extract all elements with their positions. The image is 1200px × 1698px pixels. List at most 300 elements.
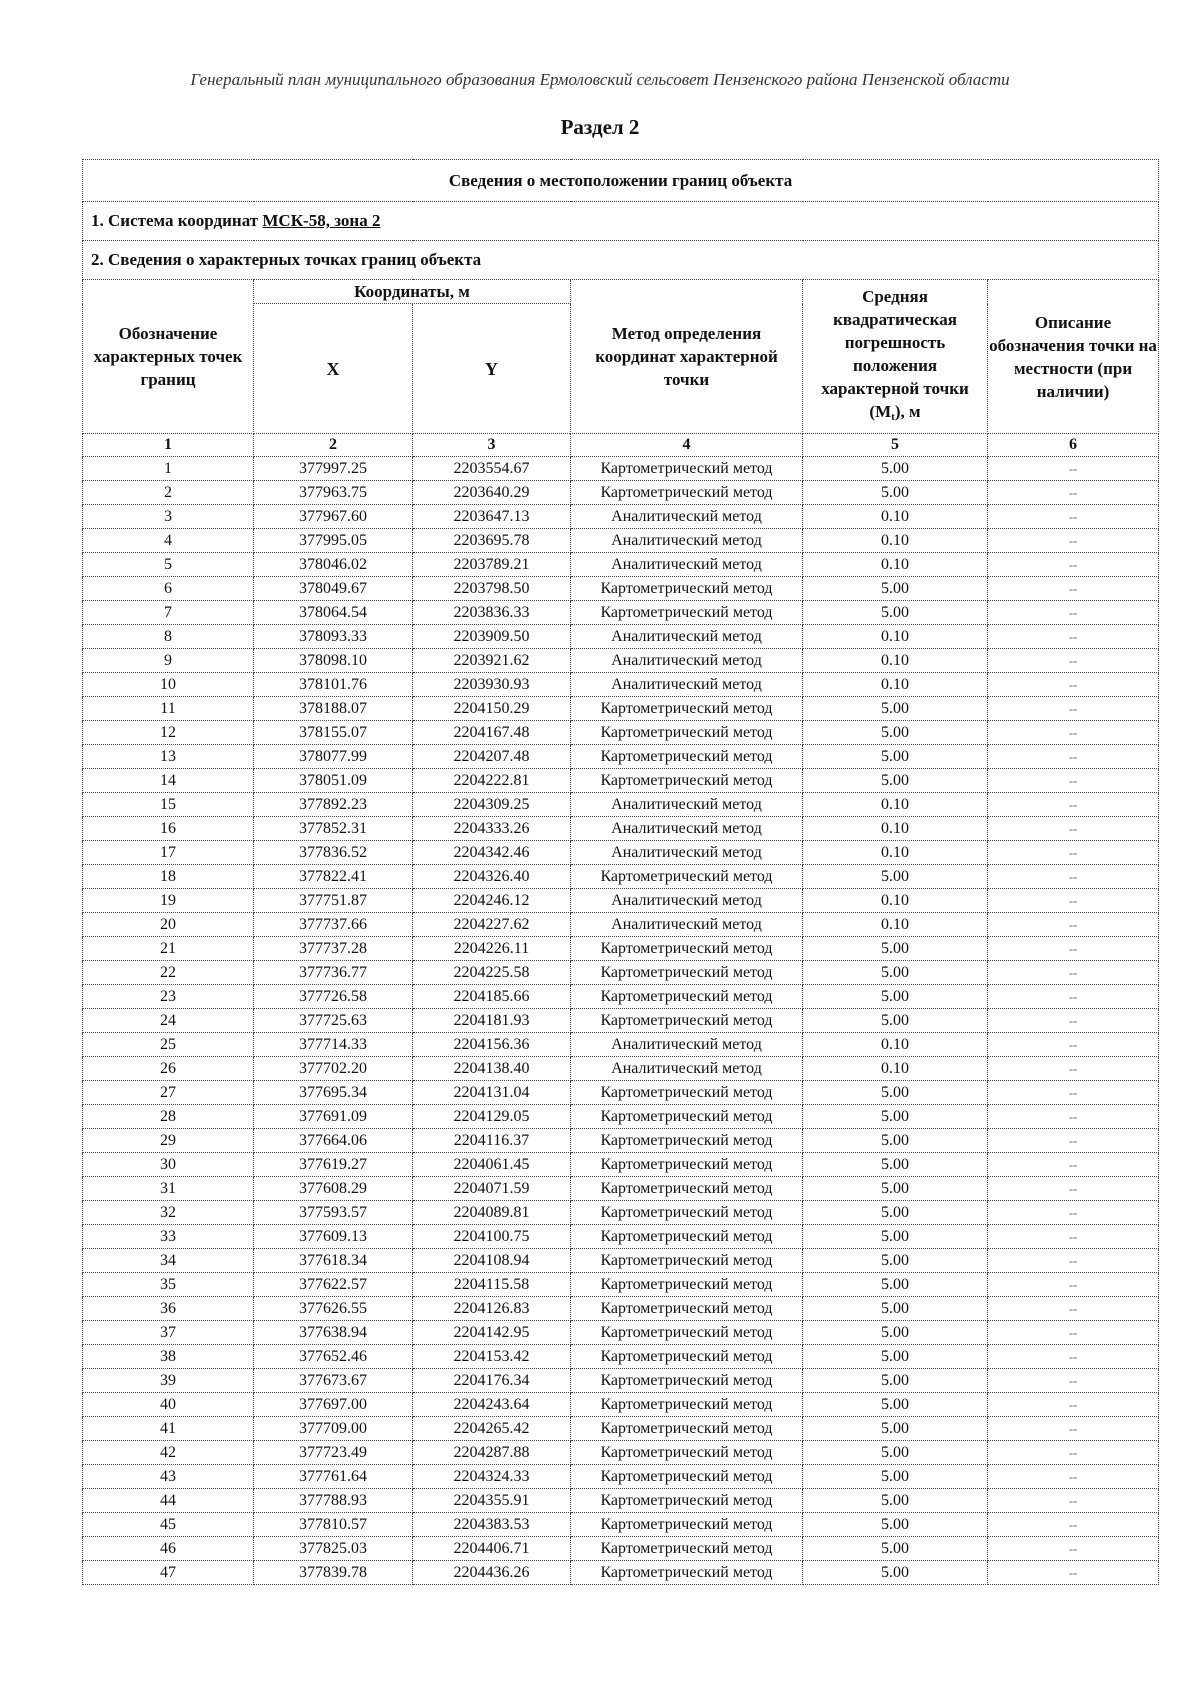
error-cell: 5.00 — [803, 745, 988, 769]
description-cell: -- — [988, 1057, 1159, 1081]
point-number-cell: 28 — [83, 1105, 254, 1129]
point-number-cell: 27 — [83, 1081, 254, 1105]
error-cell: 0.10 — [803, 841, 988, 865]
col-header-y: Y — [413, 304, 571, 434]
y-coord-cell: 2204309.25 — [413, 793, 571, 817]
x-coord-cell: 377709.00 — [254, 1417, 413, 1441]
table-row — [83, 1273, 1159, 1297]
method-cell: Аналитический метод — [571, 1057, 803, 1081]
x-coord-cell: 377892.23 — [254, 793, 413, 817]
point-number-cell: 42 — [83, 1441, 254, 1465]
error-cell: 5.00 — [803, 1369, 988, 1393]
y-coord-cell: 2204153.42 — [413, 1345, 571, 1369]
error-cell: 5.00 — [803, 577, 988, 601]
y-coord-cell: 2204115.58 — [413, 1273, 571, 1297]
method-cell: Аналитический метод — [571, 889, 803, 913]
y-coord-cell: 2204156.36 — [413, 1033, 571, 1057]
error-cell: 5.00 — [803, 1513, 988, 1537]
point-number-cell: 47 — [83, 1561, 254, 1585]
y-coord-cell: 2204061.45 — [413, 1153, 571, 1177]
x-coord-cell: 377963.75 — [254, 481, 413, 505]
table-row — [83, 1465, 1159, 1489]
y-coord-cell: 2204167.48 — [413, 721, 571, 745]
table-row — [83, 721, 1159, 745]
method-cell: Аналитический метод — [571, 793, 803, 817]
method-cell: Картометрический метод — [571, 1513, 803, 1537]
y-coord-cell: 2204324.33 — [413, 1465, 571, 1489]
x-coord-cell: 377788.93 — [254, 1489, 413, 1513]
boundary-table — [82, 159, 1159, 1585]
document-header: Генеральный план муниципального образования Ермоловский сельсовет Пензенского района Пензенской области — [190, 70, 1010, 89]
table-row — [83, 1321, 1159, 1345]
y-coord-cell: 2203798.50 — [413, 577, 571, 601]
x-coord-cell: 377761.64 — [254, 1465, 413, 1489]
method-cell: Картометрический метод — [571, 1321, 803, 1345]
description-cell: -- — [988, 1345, 1159, 1369]
table-row — [83, 1489, 1159, 1513]
error-cell: 0.10 — [803, 505, 988, 529]
method-cell: Картометрический метод — [571, 985, 803, 1009]
point-number-cell: 21 — [83, 937, 254, 961]
error-cell: 5.00 — [803, 1441, 988, 1465]
description-cell: -- — [988, 745, 1159, 769]
point-number-cell: 1 — [83, 457, 254, 481]
table-row — [83, 457, 1159, 481]
error-cell: 5.00 — [803, 1561, 988, 1585]
method-cell: Аналитический метод — [571, 505, 803, 529]
method-cell: Картометрический метод — [571, 1177, 803, 1201]
point-number-cell: 34 — [83, 1249, 254, 1273]
error-cell: 5.00 — [803, 1249, 988, 1273]
method-cell: Картометрический метод — [571, 1201, 803, 1225]
point-number-cell: 15 — [83, 793, 254, 817]
method-cell: Картометрический метод — [571, 745, 803, 769]
table-row — [83, 649, 1159, 673]
x-coord-cell: 377618.34 — [254, 1249, 413, 1273]
error-cell: 0.10 — [803, 529, 988, 553]
error-cell: 5.00 — [803, 1321, 988, 1345]
y-coord-cell: 2203836.33 — [413, 601, 571, 625]
x-coord-cell: 377822.41 — [254, 865, 413, 889]
x-coord-cell: 377852.31 — [254, 817, 413, 841]
error-cell: 0.10 — [803, 817, 988, 841]
method-cell: Картометрический метод — [571, 1441, 803, 1465]
table-row — [83, 697, 1159, 721]
table-row — [83, 913, 1159, 937]
table-row — [83, 1105, 1159, 1129]
table-row — [83, 841, 1159, 865]
point-number-cell: 10 — [83, 673, 254, 697]
point-number-cell: 11 — [83, 697, 254, 721]
error-cell: 5.00 — [803, 985, 988, 1009]
description-cell: -- — [988, 457, 1159, 481]
table-row — [83, 1225, 1159, 1249]
point-number-cell: 5 — [83, 553, 254, 577]
x-coord-cell: 378049.67 — [254, 577, 413, 601]
description-cell: -- — [988, 1033, 1159, 1057]
y-coord-cell: 2204436.26 — [413, 1561, 571, 1585]
y-coord-cell: 2204333.26 — [413, 817, 571, 841]
x-coord-cell: 377810.57 — [254, 1513, 413, 1537]
description-cell: -- — [988, 1321, 1159, 1345]
col-number: 5 — [803, 434, 988, 457]
description-cell: -- — [988, 1369, 1159, 1393]
description-cell: -- — [988, 1249, 1159, 1273]
description-cell: -- — [988, 817, 1159, 841]
table-row — [83, 1513, 1159, 1537]
y-coord-cell: 2204222.81 — [413, 769, 571, 793]
y-coord-cell: 2204185.66 — [413, 985, 571, 1009]
description-cell: -- — [988, 1465, 1159, 1489]
description-cell: -- — [988, 505, 1159, 529]
y-coord-cell: 2204150.29 — [413, 697, 571, 721]
table-row — [83, 1249, 1159, 1273]
method-cell: Картометрический метод — [571, 601, 803, 625]
col-header-error-text: Средняя квадратическая погрешность положения характерной точки (M — [821, 286, 969, 421]
description-cell: -- — [988, 577, 1159, 601]
point-number-cell: 16 — [83, 817, 254, 841]
x-coord-cell: 377673.67 — [254, 1369, 413, 1393]
error-cell: 5.00 — [803, 697, 988, 721]
point-number-cell: 36 — [83, 1297, 254, 1321]
y-coord-cell: 2203647.13 — [413, 505, 571, 529]
description-cell: -- — [988, 865, 1159, 889]
point-number-cell: 40 — [83, 1393, 254, 1417]
x-coord-cell: 377608.29 — [254, 1177, 413, 1201]
table-row — [83, 745, 1159, 769]
y-coord-cell: 2204138.40 — [413, 1057, 571, 1081]
description-cell: -- — [988, 1297, 1159, 1321]
y-coord-cell: 2204176.34 — [413, 1369, 571, 1393]
col-number: 1 — [83, 434, 254, 457]
method-cell: Аналитический метод — [571, 529, 803, 553]
x-coord-cell: 377751.87 — [254, 889, 413, 913]
table-row — [83, 1369, 1159, 1393]
x-coord-cell: 377737.28 — [254, 937, 413, 961]
table-row — [83, 1009, 1159, 1033]
y-coord-cell: 2203930.93 — [413, 673, 571, 697]
description-cell: -- — [988, 1225, 1159, 1249]
y-coord-cell: 2203554.67 — [413, 457, 571, 481]
error-cell: 5.00 — [803, 865, 988, 889]
method-cell: Аналитический метод — [571, 913, 803, 937]
description-cell: -- — [988, 721, 1159, 745]
error-cell: 5.00 — [803, 1345, 988, 1369]
error-cell: 0.10 — [803, 1057, 988, 1081]
y-coord-cell: 2203789.21 — [413, 553, 571, 577]
col-header-point: Обозначение характерных точек границ — [83, 280, 254, 434]
col-header-description: Описание обозначения точки на местности (при наличии) — [988, 280, 1159, 434]
y-coord-cell: 2204181.93 — [413, 1009, 571, 1033]
table-row — [83, 553, 1159, 577]
point-number-cell: 20 — [83, 913, 254, 937]
point-number-cell: 31 — [83, 1177, 254, 1201]
point-number-cell: 41 — [83, 1417, 254, 1441]
x-coord-cell: 377691.09 — [254, 1105, 413, 1129]
y-coord-cell: 2203640.29 — [413, 481, 571, 505]
error-cell: 5.00 — [803, 1081, 988, 1105]
method-cell: Картометрический метод — [571, 1249, 803, 1273]
x-coord-cell: 378046.02 — [254, 553, 413, 577]
point-number-cell: 3 — [83, 505, 254, 529]
method-cell: Аналитический метод — [571, 1033, 803, 1057]
x-coord-cell: 378064.54 — [254, 601, 413, 625]
x-coord-cell: 377967.60 — [254, 505, 413, 529]
point-number-cell: 12 — [83, 721, 254, 745]
x-coord-cell: 377737.66 — [254, 913, 413, 937]
point-number-cell: 4 — [83, 529, 254, 553]
point-number-cell: 26 — [83, 1057, 254, 1081]
col-header-error-unit: ), м — [894, 401, 921, 421]
description-cell: -- — [988, 1561, 1159, 1585]
coord-system-row — [83, 202, 1159, 241]
error-cell: 5.00 — [803, 1537, 988, 1561]
error-cell: 0.10 — [803, 913, 988, 937]
point-number-cell: 8 — [83, 625, 254, 649]
method-cell: Картометрический метод — [571, 1273, 803, 1297]
method-cell: Картометрический метод — [571, 1561, 803, 1585]
y-coord-cell: 2204406.71 — [413, 1537, 571, 1561]
method-cell: Картометрический метод — [571, 1081, 803, 1105]
point-number-cell: 44 — [83, 1489, 254, 1513]
method-cell: Картометрический метод — [571, 1465, 803, 1489]
point-number-cell: 39 — [83, 1369, 254, 1393]
x-coord-cell: 377622.57 — [254, 1273, 413, 1297]
table-row — [83, 1417, 1159, 1441]
error-cell: 5.00 — [803, 1417, 988, 1441]
point-number-cell: 32 — [83, 1201, 254, 1225]
x-coord-cell: 377638.94 — [254, 1321, 413, 1345]
description-cell: -- — [988, 1009, 1159, 1033]
point-number-cell: 22 — [83, 961, 254, 985]
error-cell: 5.00 — [803, 1225, 988, 1249]
x-coord-cell: 377626.55 — [254, 1297, 413, 1321]
col-number: 6 — [988, 434, 1159, 457]
point-number-cell: 38 — [83, 1345, 254, 1369]
description-cell: -- — [988, 1129, 1159, 1153]
method-cell: Картометрический метод — [571, 1153, 803, 1177]
points-section-label: 2. Сведения о характерных точках границ объекта — [83, 241, 1159, 280]
x-coord-cell: 377609.13 — [254, 1225, 413, 1249]
description-cell: -- — [988, 769, 1159, 793]
error-cell: 5.00 — [803, 457, 988, 481]
table-row — [83, 1393, 1159, 1417]
description-cell: -- — [988, 937, 1159, 961]
method-cell: Аналитический метод — [571, 841, 803, 865]
point-number-cell: 46 — [83, 1537, 254, 1561]
col-number: 4 — [571, 434, 803, 457]
table-row — [83, 769, 1159, 793]
point-number-cell: 35 — [83, 1273, 254, 1297]
method-cell: Картометрический метод — [571, 1393, 803, 1417]
method-cell: Картометрический метод — [571, 1297, 803, 1321]
y-coord-cell: 2203909.50 — [413, 625, 571, 649]
x-coord-cell: 377995.05 — [254, 529, 413, 553]
table-row — [83, 1081, 1159, 1105]
method-cell: Картометрический метод — [571, 865, 803, 889]
description-cell: -- — [988, 889, 1159, 913]
point-number-cell: 9 — [83, 649, 254, 673]
x-coord-cell: 377725.63 — [254, 1009, 413, 1033]
method-cell: Аналитический метод — [571, 553, 803, 577]
point-number-cell: 17 — [83, 841, 254, 865]
method-cell: Картометрический метод — [571, 1537, 803, 1561]
method-cell: Картометрический метод — [571, 961, 803, 985]
error-cell: 5.00 — [803, 721, 988, 745]
error-cell: 5.00 — [803, 769, 988, 793]
point-number-cell: 45 — [83, 1513, 254, 1537]
method-cell: Картометрический метод — [571, 937, 803, 961]
description-cell: -- — [988, 961, 1159, 985]
description-cell: -- — [988, 697, 1159, 721]
description-cell: -- — [988, 793, 1159, 817]
description-cell: -- — [988, 481, 1159, 505]
method-cell: Картометрический метод — [571, 577, 803, 601]
table-row — [83, 1057, 1159, 1081]
x-coord-cell: 377726.58 — [254, 985, 413, 1009]
x-coord-cell: 378093.33 — [254, 625, 413, 649]
table-row — [83, 1153, 1159, 1177]
y-coord-cell: 2204071.59 — [413, 1177, 571, 1201]
y-coord-cell: 2203695.78 — [413, 529, 571, 553]
description-cell: -- — [988, 601, 1159, 625]
table-row — [83, 961, 1159, 985]
x-coord-cell: 377619.27 — [254, 1153, 413, 1177]
error-cell: 0.10 — [803, 793, 988, 817]
table-row — [83, 793, 1159, 817]
table-row — [83, 481, 1159, 505]
error-cell: 5.00 — [803, 1297, 988, 1321]
col-number: 3 — [413, 434, 571, 457]
y-coord-cell: 2204243.64 — [413, 1393, 571, 1417]
error-cell: 0.10 — [803, 889, 988, 913]
method-cell: Картометрический метод — [571, 769, 803, 793]
method-cell: Картометрический метод — [571, 1225, 803, 1249]
y-coord-cell: 2204326.40 — [413, 865, 571, 889]
x-coord-cell: 377652.46 — [254, 1345, 413, 1369]
coord-system-value: МСК-58, зона 2 — [262, 211, 381, 230]
y-coord-cell: 2204131.04 — [413, 1081, 571, 1105]
description-cell: -- — [988, 1393, 1159, 1417]
error-cell: 5.00 — [803, 1105, 988, 1129]
description-cell: -- — [988, 1273, 1159, 1297]
table-row — [83, 1201, 1159, 1225]
error-cell: 5.00 — [803, 601, 988, 625]
point-number-cell: 24 — [83, 1009, 254, 1033]
table-row — [83, 1561, 1159, 1585]
table-row — [83, 889, 1159, 913]
error-cell: 5.00 — [803, 1393, 988, 1417]
table-row — [83, 625, 1159, 649]
point-number-cell: 7 — [83, 601, 254, 625]
table-title: Сведения о местоположении границ объекта — [83, 160, 1159, 202]
method-cell: Аналитический метод — [571, 673, 803, 697]
y-coord-cell: 2204355.91 — [413, 1489, 571, 1513]
description-cell: -- — [988, 841, 1159, 865]
table-row — [83, 505, 1159, 529]
description-cell: -- — [988, 529, 1159, 553]
table-row — [83, 1345, 1159, 1369]
error-cell: 5.00 — [803, 1465, 988, 1489]
description-cell: -- — [988, 1489, 1159, 1513]
y-coord-cell: 2204129.05 — [413, 1105, 571, 1129]
method-cell: Картометрический метод — [571, 1489, 803, 1513]
y-coord-cell: 2204116.37 — [413, 1129, 571, 1153]
col-header-x: X — [254, 304, 413, 434]
error-cell: 5.00 — [803, 937, 988, 961]
description-cell: -- — [988, 649, 1159, 673]
error-cell: 0.10 — [803, 625, 988, 649]
description-cell: -- — [988, 1153, 1159, 1177]
method-cell: Картометрический метод — [571, 721, 803, 745]
error-cell: 0.10 — [803, 1033, 988, 1057]
table-row — [83, 1033, 1159, 1057]
y-coord-cell: 2204265.42 — [413, 1417, 571, 1441]
error-cell: 5.00 — [803, 481, 988, 505]
x-coord-cell: 378051.09 — [254, 769, 413, 793]
table-row — [83, 985, 1159, 1009]
table-row — [83, 1177, 1159, 1201]
col-number: 2 — [254, 434, 413, 457]
error-cell: 5.00 — [803, 1009, 988, 1033]
method-cell: Картометрический метод — [571, 1009, 803, 1033]
point-number-cell: 33 — [83, 1225, 254, 1249]
point-number-cell: 37 — [83, 1321, 254, 1345]
y-coord-cell: 2204383.53 — [413, 1513, 571, 1537]
x-coord-cell: 378101.76 — [254, 673, 413, 697]
description-cell: -- — [988, 1201, 1159, 1225]
x-coord-cell: 377997.25 — [254, 457, 413, 481]
y-coord-cell: 2203921.62 — [413, 649, 571, 673]
col-header-error — [803, 280, 988, 434]
x-coord-cell: 377836.52 — [254, 841, 413, 865]
error-cell: 0.10 — [803, 673, 988, 697]
description-cell: -- — [988, 1513, 1159, 1537]
error-cell: 5.00 — [803, 1177, 988, 1201]
description-cell: -- — [988, 1417, 1159, 1441]
table-row — [83, 1129, 1159, 1153]
x-coord-cell: 377593.57 — [254, 1201, 413, 1225]
y-coord-cell: 2204342.46 — [413, 841, 571, 865]
y-coord-cell: 2204108.94 — [413, 1249, 571, 1273]
method-cell: Аналитический метод — [571, 625, 803, 649]
y-coord-cell: 2204226.11 — [413, 937, 571, 961]
method-cell: Аналитический метод — [571, 649, 803, 673]
error-cell: 5.00 — [803, 1153, 988, 1177]
x-coord-cell: 377825.03 — [254, 1537, 413, 1561]
table-row — [83, 817, 1159, 841]
method-cell: Картометрический метод — [571, 1345, 803, 1369]
error-cell: 5.00 — [803, 1489, 988, 1513]
description-cell: -- — [988, 673, 1159, 697]
table-row — [83, 529, 1159, 553]
table-row — [83, 1297, 1159, 1321]
x-coord-cell: 378155.07 — [254, 721, 413, 745]
method-cell: Картометрический метод — [571, 1369, 803, 1393]
method-cell: Картометрический метод — [571, 1129, 803, 1153]
point-number-cell: 43 — [83, 1465, 254, 1489]
y-coord-cell: 2204246.12 — [413, 889, 571, 913]
x-coord-cell: 377695.34 — [254, 1081, 413, 1105]
x-coord-cell: 377702.20 — [254, 1057, 413, 1081]
method-cell: Картометрический метод — [571, 697, 803, 721]
y-coord-cell: 2204100.75 — [413, 1225, 571, 1249]
description-cell: -- — [988, 553, 1159, 577]
description-cell: -- — [988, 913, 1159, 937]
description-cell: -- — [988, 985, 1159, 1009]
x-coord-cell: 377664.06 — [254, 1129, 413, 1153]
table-row — [83, 865, 1159, 889]
